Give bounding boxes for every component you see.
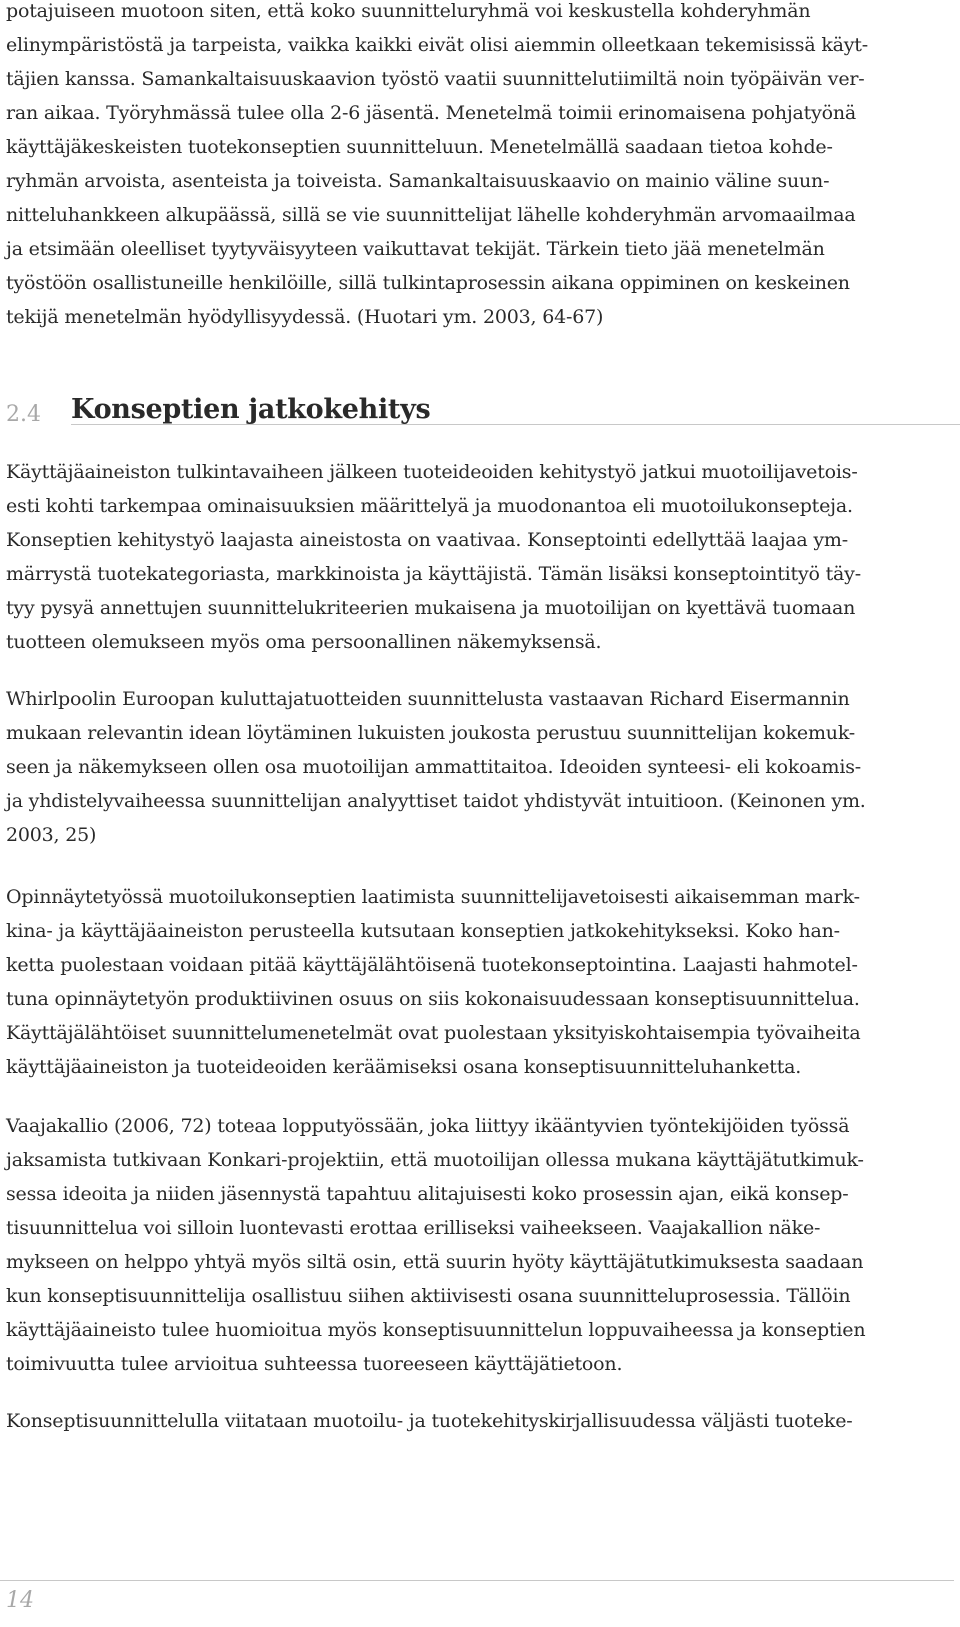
text-line: mukaan relevantin idean löytäminen lukuisten joukosta perustuu suunnittelijan kokemuk-: [6, 722, 856, 744]
text-line: esti kohti tarkempaa ominaisuuksien määrittelyä ja muodonantoa eli muotoilukonsepteja.: [6, 495, 853, 517]
text-line: tuna opinnäytetyön produktiivinen osuus on siis kokonaisuudessaan konseptisuunnittelua.: [6, 988, 860, 1010]
text-line: tisuunnittelua voi silloin luontevasti erottaa erilliseksi vaiheekseen. Vaajakallion näke-: [6, 1217, 821, 1239]
body-paragraph: [6, 455, 861, 659]
text-line: Vaajakallio (2006, 72) toteaa lopputyössään, joka liittyy ikääntyvien työntekijöiden työssä: [6, 1115, 850, 1137]
text-line: toimivuutta tulee arvioitua suhteessa tuoreeseen käyttäjätietoon.: [6, 1353, 623, 1375]
text-line: jaksamista tutkivaan Konkari-projektiin, että muotoilijan ollessa mukana käyttäjätutkimuk-: [6, 1149, 864, 1171]
text-line: Käyttäjälähtöiset suunnittelumenetelmät ovat puolestaan yksityiskohtaisempia työvaiheita: [6, 1022, 861, 1044]
text-line: märrystä tuotekategoriasta, markkinoista ja käyttäjistä. Tämän lisäksi konseptointityö täy-: [6, 563, 861, 585]
text-line: käyttäjäaineiston ja tuoteideoiden keräämiseksi osana konseptisuunnitteluhanketta.: [6, 1056, 802, 1078]
text-line: potajuiseen muotoon siten, että koko suunnitteluryhmä voi keskustella kohderyhmän: [6, 0, 811, 22]
section-number: 2.4: [6, 402, 41, 427]
text-line: täjien kanssa. Samankaltaisuuskaavion työstö vaatii suunnittelutiimiltä noin työpäivän ver-: [6, 68, 865, 90]
text-line: ryhmän arvoista, asenteista ja toiveista. Samankaltaisuuskaavio on mainio väline suun-: [6, 170, 830, 192]
body-paragraph: [6, 1404, 852, 1438]
body-paragraph: [6, 0, 868, 334]
body-paragraph: [6, 880, 861, 1084]
text-line: elinympäristöstä ja tarpeista, vaikka kaikki eivät olisi aiemmin olleetkaan tekemisissä käyt-: [6, 34, 868, 56]
page-number: 14: [6, 1588, 34, 1613]
text-line: Konseptien kehitystyö laajasta aineistosta on vaativaa. Konseptointi edellyttää laajaa ym-: [6, 529, 848, 551]
text-line: Opinnäytetyössä muotoilukonseptien laatimista suunnittelijavetoisesti aikaisemman mark-: [6, 886, 860, 908]
text-line: käyttäjäaineisto tulee huomioitua myös konseptisuunnittelun loppuvaiheessa ja konseptien: [6, 1319, 866, 1341]
text-line: Whirlpoolin Euroopan kuluttajatuotteiden suunnittelusta vastaavan Richard Eisermannin: [6, 688, 850, 710]
footer-rule: [0, 1580, 954, 1581]
section-heading: [6, 394, 956, 438]
body-paragraph: [6, 682, 866, 852]
text-line: ketta puolestaan voidaan pitää käyttäjälähtöisenä tuotekonseptointina. Laajasti hahmotel-: [6, 954, 858, 976]
body-paragraph: [6, 1109, 865, 1381]
text-line: Käyttäjäaineiston tulkintavaiheen jälkeen tuoteideoiden kehitystyö jatkui muotoilijavetois-: [6, 461, 858, 483]
text-line: tyy pysyä annettujen suunnittelukriteerien mukaisena ja muotoilijan on kyettävä tuomaan: [6, 597, 856, 619]
text-line: mykseen on helppo yhtyä myös siltä osin, että suurin hyöty käyttäjätutkimuksesta saadaan: [6, 1251, 864, 1273]
section-title: Konseptien jatkokehitys: [71, 394, 431, 425]
text-line: kun konseptisuunnittelija osallistuu siihen aktiivisesti osana suunnitteluprosessia. Tällöin: [6, 1285, 851, 1307]
text-line: Konseptisuunnittelulla viitataan muotoilu- ja tuotekehityskirjallisuudessa väljästi tuoteke-: [6, 1410, 853, 1432]
text-line: ja yhdistelyvaiheessa suunnittelijan analyyttiset taidot yhdistyvät intuitioon. (Keinonen ym.: [6, 790, 866, 812]
text-line: 2003, 25): [6, 824, 97, 846]
text-line: tuotteen olemukseen myös oma persoonallinen näkemyksensä.: [6, 631, 602, 653]
text-line: kina- ja käyttäjäaineiston perusteella kutsutaan konseptien jatkokehitykseksi. Koko han-: [6, 920, 840, 942]
text-line: sessa ideoita ja niiden jäsennystä tapahtuu alitajuisesti koko prosessin ajan, eikä konsep-: [6, 1183, 849, 1205]
text-line: ja etsimään oleelliset tyytyväisyyteen vaikuttavat tekijät. Tärkein tieto jää menetelmän: [6, 238, 825, 260]
text-line: nitteluhankkeen alkupäässä, sillä se vie suunnittelijat lähelle kohderyhmän arvomaailmaa: [6, 204, 856, 226]
text-line: ran aikaa. Työryhmässä tulee olla 2-6 jäsentä. Menetelmä toimii erinomaisena pohjatyönä: [6, 102, 857, 124]
heading-rule: [71, 424, 960, 425]
text-line: käyttäjäkeskeisten tuotekonseptien suunnitteluun. Menetelmällä saadaan tietoa kohde-: [6, 136, 833, 158]
text-line: työstöön osallistuneille henkilöille, sillä tulkintaprosessin aikana oppiminen on keskeinen: [6, 272, 850, 294]
text-line: tekijä menetelmän hyödyllisyydessä. (Huotari ym. 2003, 64-67): [6, 306, 604, 328]
text-line: seen ja näkemykseen ollen osa muotoilijan ammattitaitoa. Ideoiden synteesi- eli kokoamis-: [6, 756, 861, 778]
